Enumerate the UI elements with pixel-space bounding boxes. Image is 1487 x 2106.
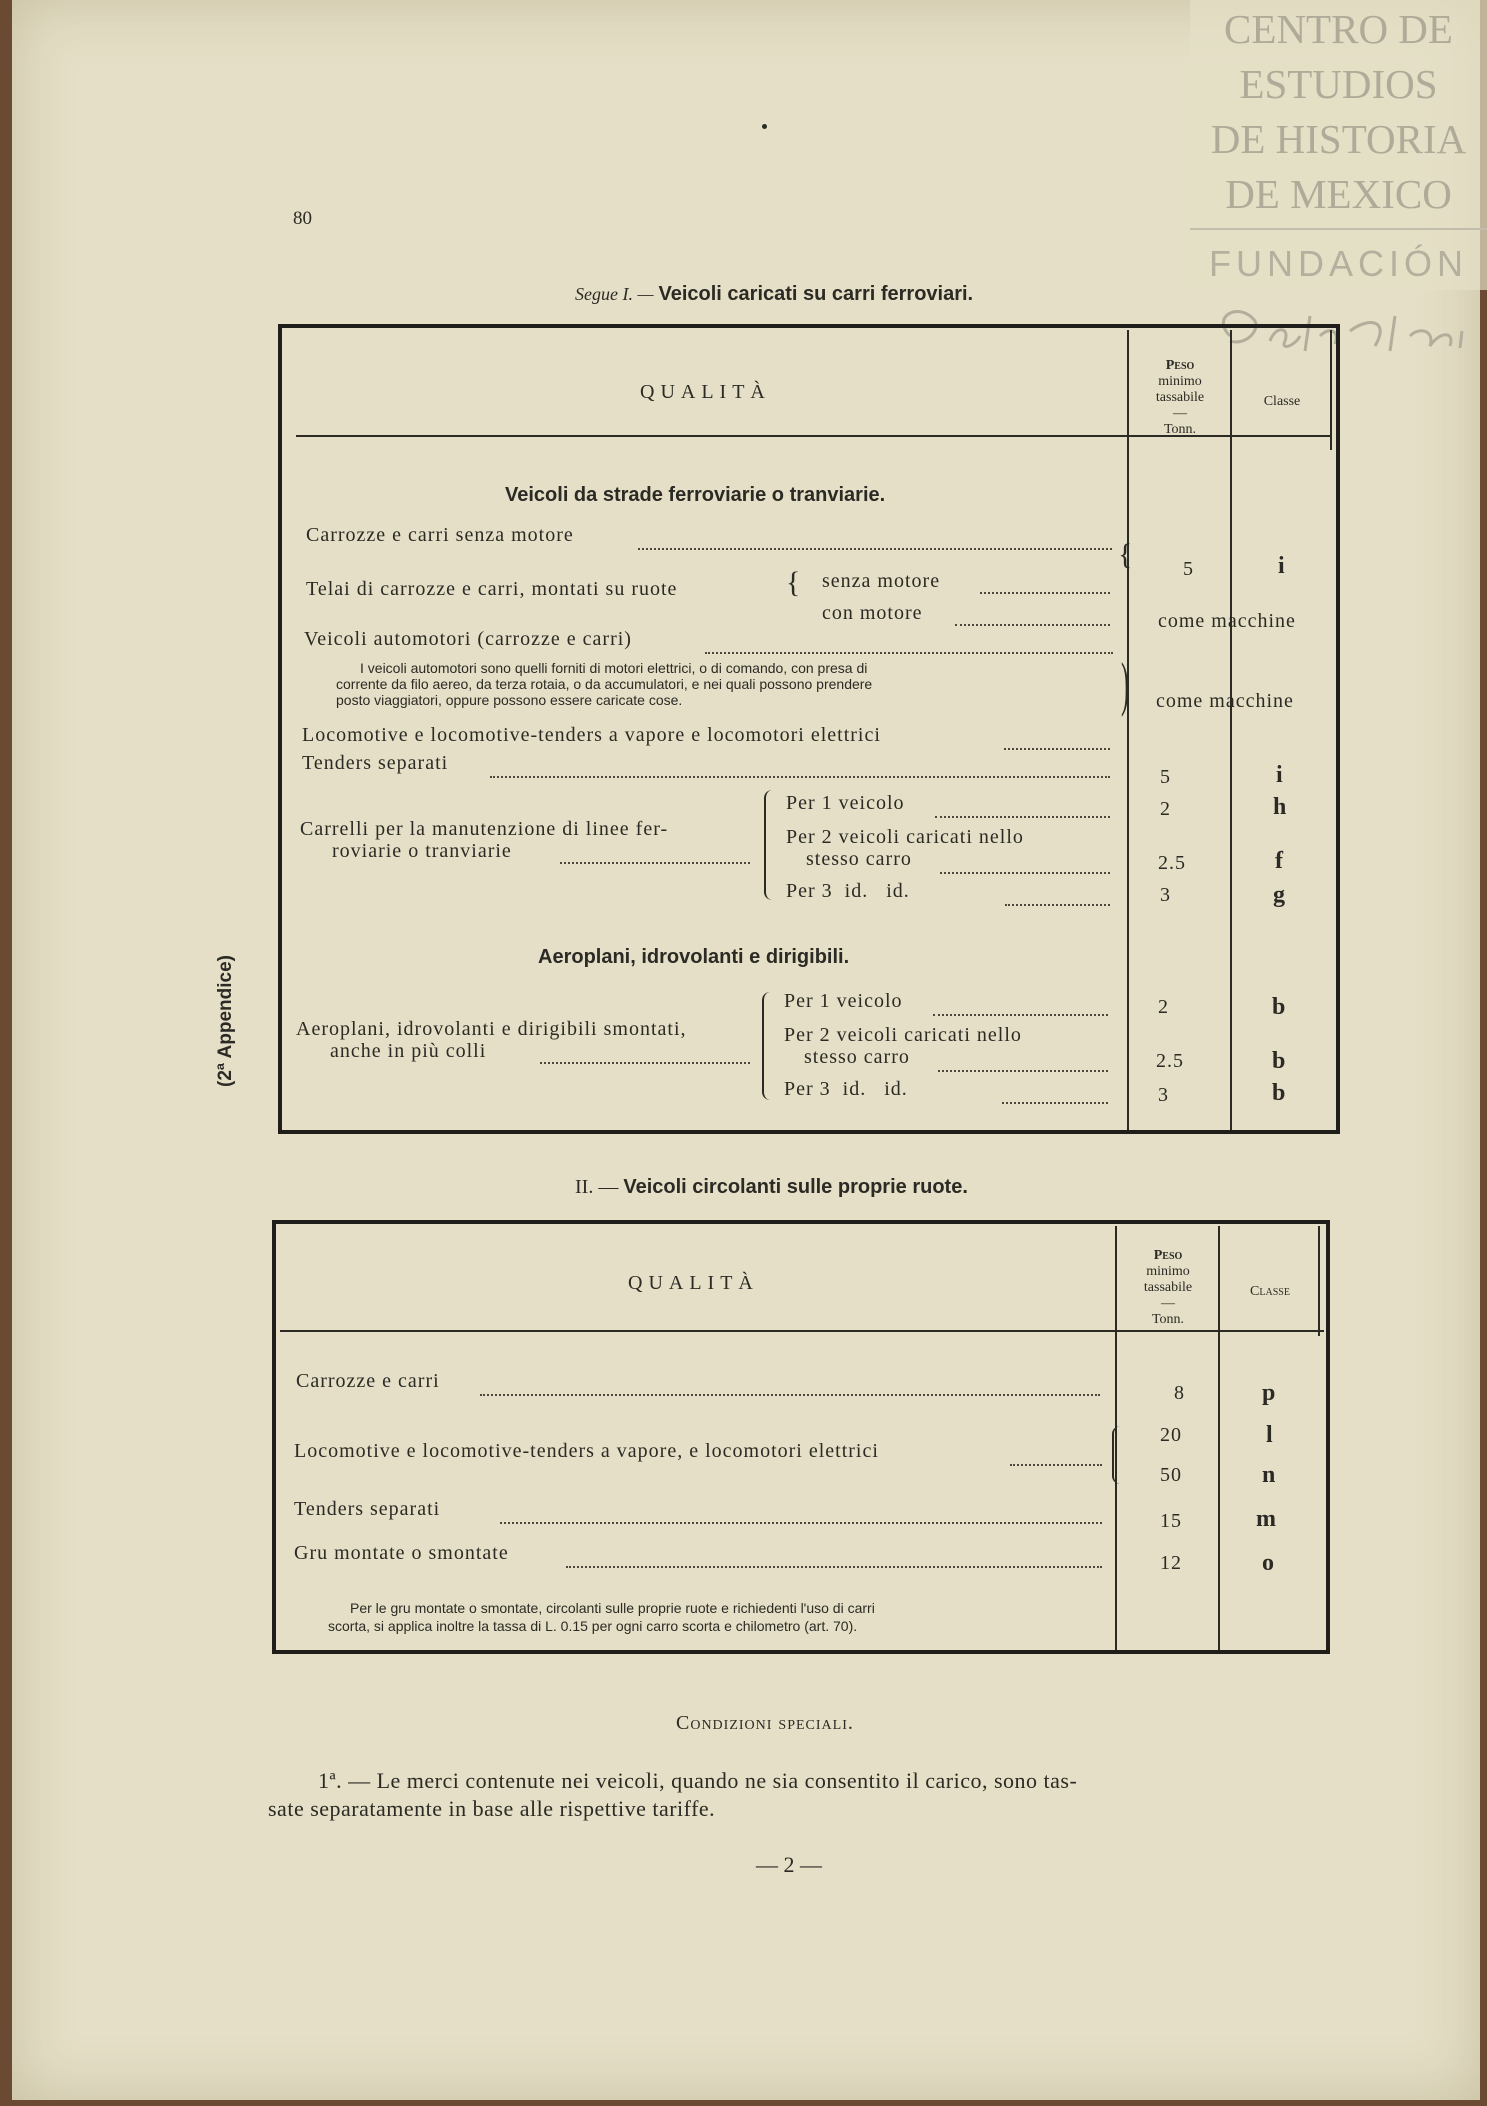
cell-weight: 3	[1160, 884, 1171, 906]
cell-class: b	[1272, 1048, 1286, 1074]
row-label: Per 1 veicolo	[784, 990, 903, 1012]
row-label: Tenders separati	[294, 1498, 441, 1520]
group-title: Veicoli da strade ferroviarie o tranviarie.	[505, 484, 886, 506]
row-label: anche in più colli	[330, 1040, 487, 1062]
brace	[764, 790, 772, 900]
cell-class: i	[1278, 553, 1285, 579]
conditions-paragraph: 1ª. — Le merci contenute nei veicoli, quando ne sia consentito il carico, sono tas-	[318, 1768, 1078, 1793]
column-header-quality: QUALITÀ	[628, 1272, 759, 1294]
note-text: corrente da filo aereo, da terza rotaia, o da accumulatori, e nei quali possono prendere	[336, 676, 873, 692]
leader-dots	[540, 1062, 750, 1064]
leader-dots	[500, 1522, 1102, 1524]
watermark-line: CENTRO DE	[1224, 6, 1453, 52]
header-text: Tonn.	[1151, 1312, 1185, 1327]
cell-class: o	[1262, 1550, 1274, 1576]
column-header-class: Classe	[1250, 1284, 1290, 1299]
cell-weight: 20	[1160, 1424, 1182, 1446]
cell-class: l	[1266, 1422, 1273, 1448]
note-text: I veicoli automotori sono quelli forniti di motori elettrici, o di comando, con presa di	[360, 660, 868, 676]
brace	[762, 992, 770, 1100]
row-label: Aeroplani, idrovolanti e dirigibili smontati,	[296, 1018, 687, 1040]
header-text: —	[1161, 1296, 1175, 1311]
table-column-rule	[1127, 330, 1129, 1130]
conditions-title: Condizioni speciali.	[676, 1712, 854, 1734]
header-text: tassabile	[1155, 390, 1205, 405]
leader-dots	[490, 776, 1110, 778]
cell-weight: come macchine	[1158, 610, 1296, 632]
watermark-line: DE MEXICO	[1225, 171, 1452, 217]
row-label: Locomotive e locomotive-tenders a vapore, e locomotori elettrici	[294, 1440, 879, 1462]
cell-weight: 2	[1158, 996, 1169, 1018]
cell-class: h	[1273, 794, 1287, 820]
row-label: Per 2 veicoli caricati nello	[786, 826, 1024, 848]
brace: {	[786, 566, 801, 599]
cell-class: b	[1272, 994, 1286, 1020]
leader-dots	[940, 872, 1110, 874]
cell-weight: 2.5	[1156, 1050, 1184, 1072]
cell-class: g	[1273, 882, 1285, 908]
row-label: senza motore	[822, 570, 941, 592]
cell-weight: 5	[1160, 766, 1171, 788]
row-label: Veicoli automotori (carrozze e carri)	[304, 628, 632, 650]
leader-dots	[560, 862, 750, 864]
watermark-rule	[1190, 228, 1487, 230]
column-header-class: Classe	[1263, 394, 1301, 409]
table-column-rule	[1318, 1226, 1320, 1336]
leader-dots	[935, 816, 1110, 818]
row-label: Locomotive e locomotive-tenders a vapore e locomotori elettrici	[302, 724, 881, 746]
cell-weight: 2	[1160, 798, 1171, 820]
row-label: Telai di carrozze e carri, montati su ruote	[306, 578, 678, 600]
header-text: Peso	[1153, 1248, 1183, 1263]
cell-weight: 2.5	[1158, 852, 1186, 874]
section-prefix: Segue I. —	[575, 284, 654, 304]
watermark-line: ESTUDIOS	[1239, 61, 1438, 107]
page-footer: — 2 —	[756, 1852, 822, 1877]
row-label: stesso carro	[806, 848, 912, 870]
row-label: Carrozze e carri senza motore	[306, 524, 574, 546]
section-prefix: II. —	[575, 1176, 619, 1198]
column-header-weight	[1118, 1248, 1218, 1328]
column-header-quality: QUALITÀ	[640, 381, 771, 403]
cell-weight: 15	[1160, 1510, 1182, 1532]
leader-dots	[955, 624, 1110, 626]
cell-class: n	[1262, 1462, 1276, 1488]
row-label: Tenders separati	[302, 752, 449, 774]
leader-dots	[938, 1070, 1108, 1072]
header-text: Tonn.	[1163, 422, 1197, 437]
row-label: Per 1 veicolo	[786, 792, 905, 814]
cell-weight: 12	[1160, 1552, 1182, 1574]
column-header-weight	[1130, 358, 1230, 438]
cell-weight: 5	[1183, 558, 1194, 580]
note-text: Per le gru montate o smontate, circolanti sulle proprie ruote e richiedenti l'uso di carri	[350, 1600, 875, 1616]
row-label: Carrozze e carri	[296, 1370, 440, 1392]
leader-dots	[1002, 1102, 1108, 1104]
table-header-rule	[280, 1330, 1324, 1332]
table-column-rule	[1330, 330, 1332, 450]
group-title: Aeroplani, idrovolanti e dirigibili.	[538, 946, 850, 968]
header-text: Peso	[1165, 358, 1195, 373]
header-text: minimo	[1146, 1264, 1190, 1279]
cell-class: b	[1272, 1080, 1286, 1106]
watermark	[1190, 0, 1487, 290]
cell-weight: come macchine	[1156, 690, 1294, 712]
leader-dots	[638, 548, 1112, 550]
row-label: roviarie o tranviarie	[332, 840, 512, 862]
leader-dots	[1010, 1464, 1102, 1466]
row-label: Per 3 id. id.	[786, 880, 910, 902]
header-text: minimo	[1158, 374, 1202, 389]
table-column-rule	[1230, 330, 1232, 1130]
leader-dots	[933, 1014, 1108, 1016]
cell-class: i	[1276, 762, 1283, 788]
row-label: Per 2 veicoli caricati nello	[784, 1024, 1022, 1046]
side-label: (2ª Appendice)	[214, 955, 236, 1087]
cell-class: f	[1275, 848, 1283, 874]
watermark-line: FUNDACIÓN	[1209, 243, 1468, 284]
leader-dots	[1005, 904, 1110, 906]
header-text: tassabile	[1143, 1280, 1193, 1295]
section-title	[575, 283, 973, 306]
page-number: 80	[293, 208, 312, 229]
cell-weight: 3	[1158, 1084, 1169, 1106]
speck	[762, 124, 767, 129]
row-label: Per 3 id. id.	[784, 1078, 908, 1100]
section-title-text: Veicoli caricati su carri ferroviari.	[658, 283, 974, 305]
section-title-text: Veicoli circolanti sulle proprie ruote.	[623, 1176, 968, 1198]
row-label: con motore	[822, 602, 923, 624]
brace: {	[1118, 538, 1133, 571]
section-title	[575, 1176, 968, 1199]
row-label: Gru montate o smontate	[294, 1542, 509, 1564]
cell-weight: 50	[1160, 1464, 1182, 1486]
cell-class: m	[1256, 1506, 1276, 1532]
brace	[1112, 1426, 1120, 1484]
header-text: —	[1173, 406, 1187, 421]
leader-dots	[705, 652, 1113, 654]
cell-class: p	[1262, 1380, 1276, 1406]
watermark-line: DE HISTORIA	[1210, 116, 1467, 162]
leader-dots	[480, 1394, 1100, 1396]
leader-dots	[1004, 748, 1110, 750]
note-text: posto viaggiatori, oppure possono essere caricate cose.	[336, 692, 683, 708]
table-column-rule	[1218, 1226, 1220, 1650]
row-label: Carrelli per la manutenzione di linee fer-	[300, 818, 669, 840]
cell-weight: 8	[1174, 1382, 1185, 1404]
leader-dots	[566, 1566, 1102, 1568]
leader-dots	[980, 592, 1110, 594]
conditions-paragraph: sate separatamente in base alle rispettive tariffe.	[268, 1796, 716, 1821]
brace: )	[1120, 651, 1129, 717]
row-label: stesso carro	[804, 1046, 910, 1068]
note-text: scorta, si applica inoltre la tassa di L. 0.15 per ogni carro scorta e chilometro (art. 70).	[328, 1618, 858, 1634]
